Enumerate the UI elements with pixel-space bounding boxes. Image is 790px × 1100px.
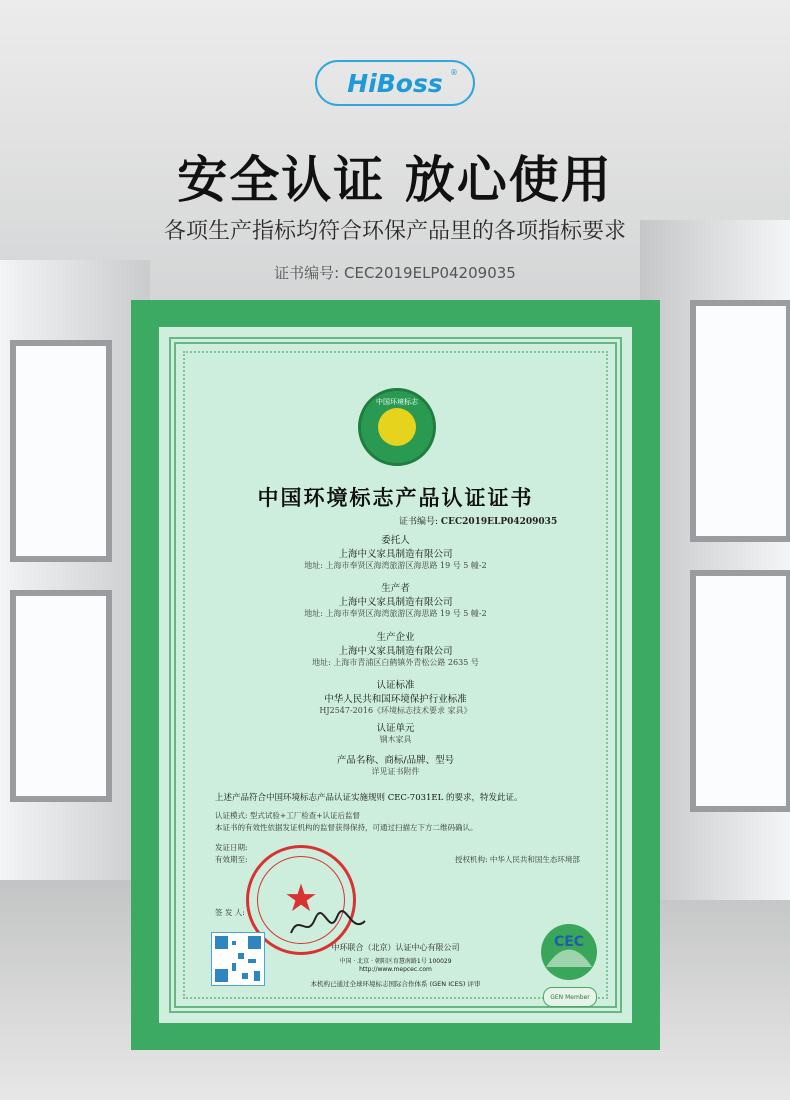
validity-note: 本证书的有效性依据发证机构的监督获得保持，可通过扫描左下方二维码确认。 [215,823,478,832]
org-address: 中国 · 北京 · 朝阳区育慧南路1号 100029 [339,958,452,965]
registered-mark: ® [450,68,458,77]
cert-no-value: CEC2019ELP04209035 [440,517,558,527]
product-value: 详见证书附件 [371,767,420,776]
cert-no-label: 证书编号: [399,517,439,527]
brand-logo [315,60,475,106]
certificate-number [399,514,557,527]
manufacturer-name: 上海中义家具制造有限公司 [338,646,453,657]
window [10,340,112,562]
standard-block [159,677,632,716]
manufacturer-block [159,629,632,668]
standard-code: HJ2547-2016《环境标志技术要求 家具》 [319,706,472,715]
emblem-text: 中国环境标志 [376,398,418,406]
cec-label: CEC [553,934,585,950]
client-name: 上海中义家具制造有限公司 [338,549,453,560]
star-icon: ★ [283,876,319,920]
signer-label: 签 发 人: [215,908,245,917]
signature [289,909,369,941]
unit-value: 钢木家具 [379,735,412,744]
unit-label: 认证单元 [376,723,415,734]
manufacturer-label: 生产企业 [376,632,415,643]
product-block [159,752,632,777]
org-site: http://www.mepcec.com [359,966,432,973]
headline: 安全认证 放心使用 [177,151,613,209]
emblem-center-icon [378,408,416,446]
producer-name: 上海中义家具制造有限公司 [338,597,453,608]
cert-number-line: 证书编号: CEC2019ELP04209035 [274,264,516,282]
standard-name: 中华人民共和国环境保护行业标准 [324,694,467,705]
client-address: 地址: 上海市奉贤区海湾旅游区海思路 19 号 5 幢-2 [304,561,487,570]
issue-date-label: 发证日期: [215,843,248,852]
client-block [159,532,632,571]
certification-statement: 上述产品符合中国环境标志产品认证实施规则 CEC-7031EL 的要求，特发此证。 [215,793,523,803]
producer-address: 地址: 上海市奉贤区海湾旅游区海思路 19 号 5 幢-2 [304,609,487,618]
brand-logo-text: HiBoss [347,68,443,98]
producer-label: 生产者 [381,583,410,594]
subline: 各项生产指标均符合环保产品里的各项指标要求 [163,219,626,244]
certificate-frame [131,300,660,1050]
client-label: 委托人 [381,535,410,546]
manufacturer-address: 地址: 上海市青浦区白鹤镇外青松公路 2635 号 [312,658,479,667]
certification-mode: 认证模式: 型式试验+工厂检查+认证后监督 [215,811,360,820]
certificate-paper [159,327,632,1023]
environmental-label-emblem [358,388,436,466]
product-label: 产品名称、商标/品牌、型号 [336,755,455,766]
standard-label: 认证标准 [376,680,415,691]
certificate-title: 中国环境标志产品认证证书 [257,485,534,510]
producer-block [159,580,632,619]
window [10,590,112,802]
window [690,570,790,812]
org-name: 中环联合（北京）认证中心有限公司 [331,943,460,952]
authority: 授权机构: 中华人民共和国生态环境部 [455,855,580,864]
window [690,300,790,542]
gen-member-badge: GEN Member [543,987,597,1007]
unit-block [159,720,632,745]
expiry-date-label: 有效期至: [215,855,248,864]
org-member-note: 本机构已通过全球环境标志国际合作体系 (GEN ICES) 评审 [310,980,481,988]
